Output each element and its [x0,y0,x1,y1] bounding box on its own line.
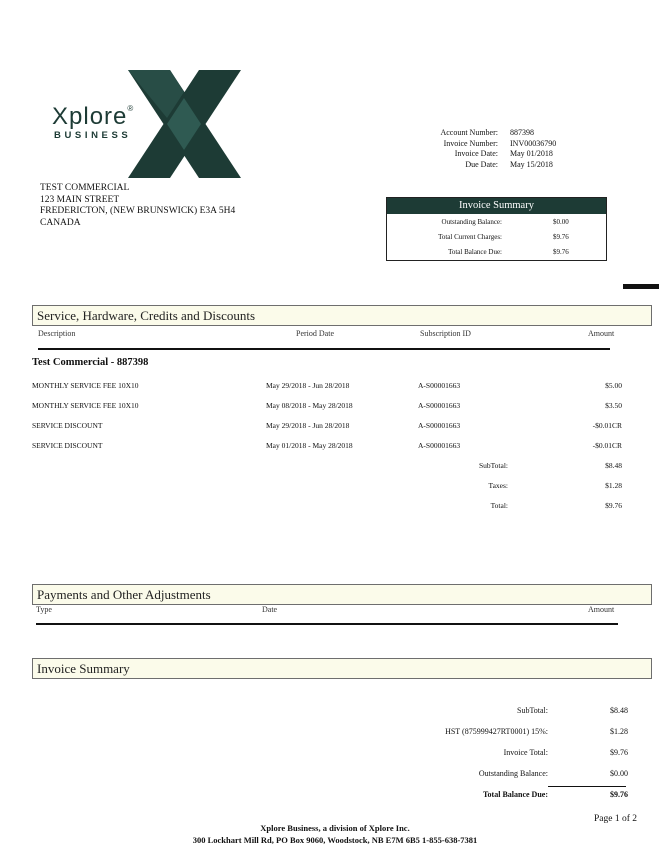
service-total-label: Total: [490,501,508,510]
summary-row-label: Outstanding Balance: [478,769,548,778]
invoice-summary-section-title: Invoice Summary [37,661,130,676]
service-row-subscription: A-S00001663 [418,441,461,450]
summary-box-value: $9.76 [553,248,569,256]
customer-name: TEST COMMERCIAL [40,183,130,193]
footer-company: Xplore Business, a division of Xplore Inc. [260,823,410,833]
summary-box [386,197,607,261]
service-row-amount: $5.00 [605,381,622,390]
service-row-subscription: A-S00001663 [418,421,461,430]
footer-address: 300 Lockhart Mill Rd, PO Box 9060, Woodstock, NB E7M 6B5 1-855-638-7381 [192,835,478,845]
account-info-value: May 15/2018 [510,159,553,169]
summary-row-label: SubTotal: [517,706,548,715]
service-group-title: Test Commercial - 887398 [32,357,149,368]
service-row-subscription: A-S00001663 [418,401,461,410]
service-total-value: $1.28 [605,481,622,490]
services-section-title: Service, Hardware, Credits and Discounts [37,308,256,323]
service-row-description: SERVICE DISCOUNT [32,421,103,430]
customer-address [40,183,235,229]
service-row-subscription: A-S00001663 [418,381,461,390]
service-row-description: SERVICE DISCOUNT [32,441,103,450]
account-info-label: Invoice Number: [443,138,498,148]
service-total-value: $8.48 [605,461,622,470]
summary-row-label: HST (875999427RT0001) 15%: [445,727,548,736]
account-info-value: 887398 [510,128,534,137]
company-logo [50,68,245,180]
logo-tagline: BUSINESS [54,130,132,141]
summary-row-value: $9.76 [610,790,628,799]
summary-box-row [387,244,606,259]
service-total-label: Taxes: [488,481,508,490]
col-period-date: Period Date [296,329,334,338]
summary-row-label: Invoice Total: [503,748,548,757]
service-row-description: MONTHLY SERVICE FEE 10X10 [32,381,139,390]
summary-box-row [387,229,606,244]
summary-row-value: $0.00 [610,769,628,778]
customer-country: CANADA [40,217,81,228]
services-section-header [32,305,652,326]
account-info-row [400,139,600,150]
summary-box-label: Total Current Charges: [438,233,502,241]
account-info-label: Invoice Date: [454,149,498,158]
customer-street: 123 MAIN STREET [40,194,120,205]
account-info-value: May 01/2018 [510,149,553,158]
summary-box-label: Total Balance Due: [448,248,502,256]
account-info-label: Due Date: [465,159,498,169]
account-info-value: INV00036790 [510,138,557,148]
account-info-label: Account Number: [440,128,498,137]
col-payment-amount: Amount [588,605,615,614]
payments-section-title: Payments and Other Adjustments [37,587,211,602]
account-info-row [400,149,600,160]
summary-box-label: Outstanding Balance: [441,218,502,226]
col-subscription-id: Subscription ID [420,329,471,338]
page-marker [623,284,659,289]
summary-box-row [387,214,606,229]
col-description: Description [38,329,76,338]
service-total-value: $9.76 [605,501,622,510]
summary-box-value: $9.76 [553,233,569,241]
invoice-summary-section-header [32,658,652,679]
payments-section-header [32,584,652,605]
logo-registered: ® [127,104,135,113]
col-amount: Amount [588,329,615,338]
account-info [400,128,600,170]
logo-name: Xplore [52,103,128,130]
service-row-description: MONTHLY SERVICE FEE 10X10 [32,401,139,410]
service-row-period: May 01/2018 - May 28/2018 [266,441,353,450]
summary-total-rule [548,786,626,787]
account-info-row [400,160,600,171]
service-row-amount: -$0.01CR [592,421,622,430]
summary-box-title: Invoice Summary [387,198,606,214]
service-row-period: May 29/2018 - Jun 28/2018 [266,421,350,430]
service-row-amount: $3.50 [605,401,622,410]
page-number: Page 1 of 2 [594,814,638,824]
summary-row-value: $8.48 [610,706,628,715]
summary-row-label: Total Balance Due: [482,790,548,799]
payments-header-rule [36,623,618,625]
customer-city: FREDERICTON, (NEW BRUNSWICK) E3A 5H4 [40,206,236,216]
service-row-period: May 08/2018 - May 28/2018 [266,401,353,410]
service-total-label: SubTotal: [478,461,508,470]
summary-row-value: $1.28 [610,727,628,736]
service-row-period: May 29/2018 - Jun 28/2018 [266,381,350,390]
account-info-row [400,128,600,139]
services-header-rule [38,348,610,350]
col-date: Date [262,605,278,614]
summary-row-value: $9.76 [610,748,628,757]
col-type: Type [36,605,52,614]
summary-box-value: $0.00 [553,218,569,226]
service-row-amount: -$0.01CR [592,441,622,450]
logo-wordmark [52,103,134,131]
